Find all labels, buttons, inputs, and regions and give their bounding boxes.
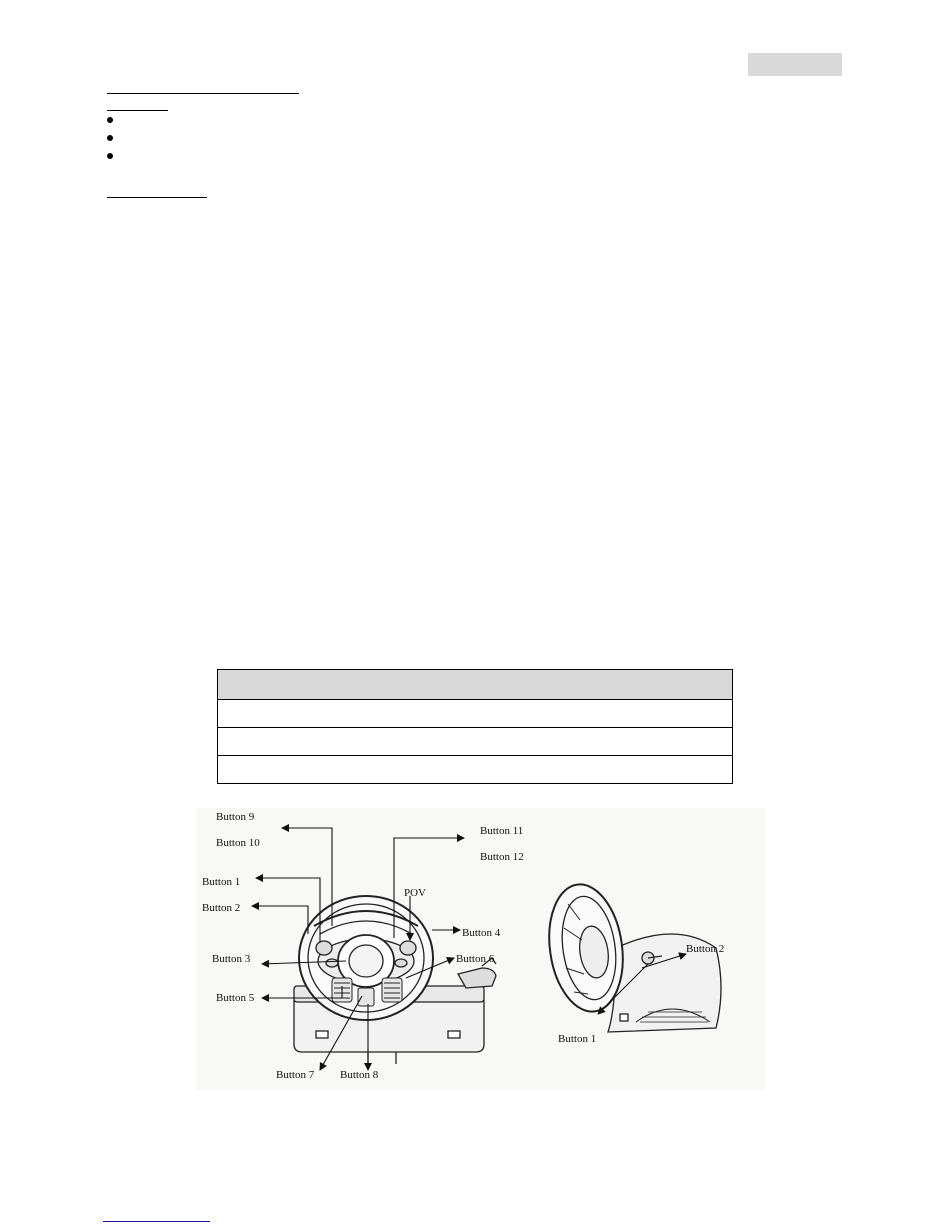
front-wheel-drawing xyxy=(294,896,496,1064)
table-header-cell xyxy=(218,670,733,700)
table-cell xyxy=(218,756,733,784)
footer-link-underline[interactable] xyxy=(103,1221,210,1222)
label-button-11: Button 11 xyxy=(480,825,524,837)
label-side-button-2: Button 2 xyxy=(686,943,725,955)
section-heading-rule xyxy=(107,197,207,198)
label-button-2: Button 2 xyxy=(202,902,241,914)
list-bullet xyxy=(107,117,113,123)
wheel-button-diagram xyxy=(196,808,766,1090)
label-button-1: Button 1 xyxy=(202,876,241,888)
table-row xyxy=(218,728,733,756)
label-button-12: Button 12 xyxy=(480,851,524,863)
label-button-9: Button 9 xyxy=(216,811,255,823)
spec-table xyxy=(217,669,733,784)
section-heading-rule xyxy=(107,93,299,94)
label-button-4: Button 4 xyxy=(462,927,501,939)
wheel-diagram-svg xyxy=(196,808,766,1090)
table-header-row xyxy=(218,670,733,700)
label-button-7: Button 7 xyxy=(276,1069,315,1081)
side-wheel-drawing xyxy=(541,880,721,1032)
label-button-6: Button 6 xyxy=(456,953,495,965)
label-button-10: Button 10 xyxy=(216,837,260,849)
label-pov: POV xyxy=(404,887,427,899)
label-button-8: Button 8 xyxy=(340,1069,379,1081)
table-cell xyxy=(218,700,733,728)
table-row xyxy=(218,756,733,784)
table-row xyxy=(218,700,733,728)
label-button-5: Button 5 xyxy=(216,992,255,1004)
language-tab xyxy=(748,53,842,76)
subheading-rule xyxy=(107,110,168,111)
label-button-3: Button 3 xyxy=(212,953,251,965)
label-side-button-1: Button 1 xyxy=(558,1033,597,1045)
list-bullet xyxy=(107,153,113,159)
table-cell xyxy=(218,728,733,756)
list-bullet xyxy=(107,135,113,141)
